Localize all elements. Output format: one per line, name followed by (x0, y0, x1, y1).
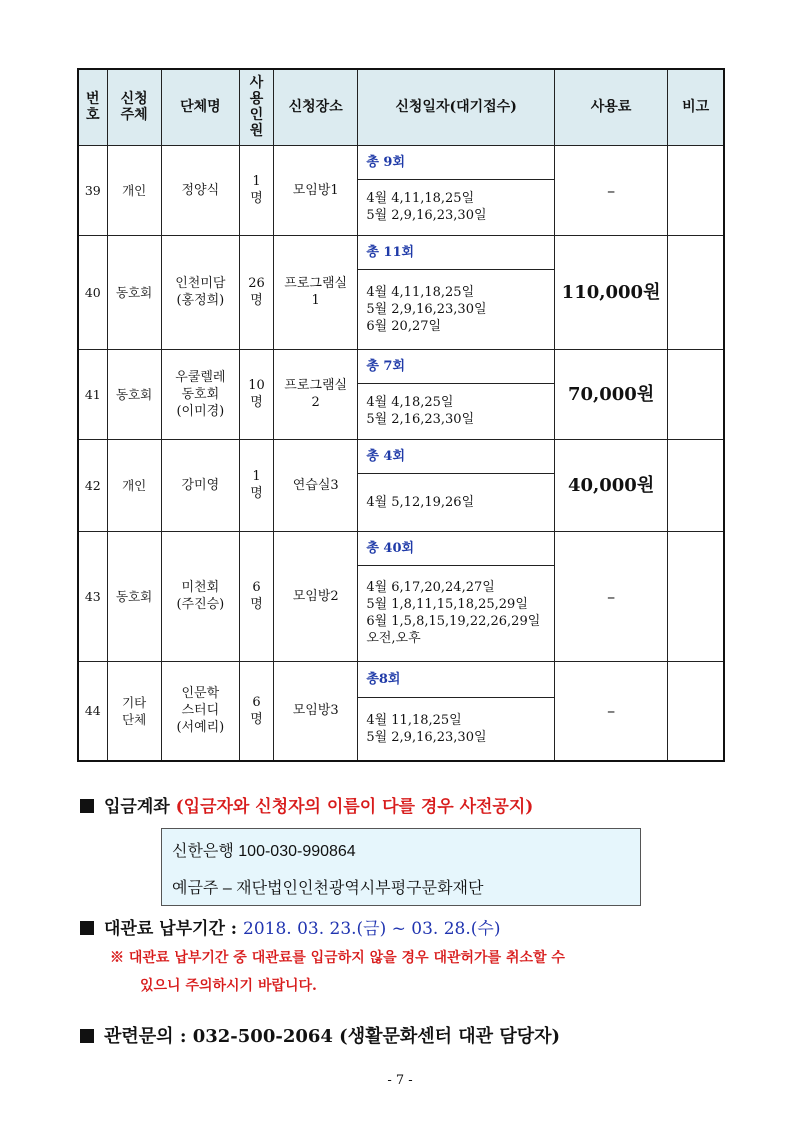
row-dates (358, 179, 555, 235)
row-group-name (161, 349, 239, 439)
row-dates (358, 697, 555, 761)
row-group-name (161, 661, 239, 761)
row-remarks (668, 531, 724, 661)
row-fee: 40,000원 (554, 439, 667, 531)
applicant-type-line: 동호회 (116, 386, 153, 402)
square-bullet-icon (80, 799, 94, 813)
deposit-heading: 입금계좌 (입금자와 신청자의 이름이 다를 경우 사전공지) (80, 792, 533, 817)
row-remarks (668, 235, 724, 349)
row-applicant-type (107, 531, 161, 661)
row-remarks (668, 145, 724, 235)
date-line: 5월 2,16,23,30일 (366, 412, 475, 427)
group-name-line: 인문학 (181, 686, 220, 702)
date-line: 4월 5,12,19,26일 (366, 494, 475, 510)
date-line: 5월 2,9,16,23,30일 (366, 208, 487, 223)
row-group-name (161, 439, 239, 531)
users-line: 6 (252, 580, 261, 595)
date-line: 4월 4,11,18,25일 (366, 284, 475, 300)
table-row (78, 661, 724, 697)
bank-account: 신한은행 100-030-990864 (172, 843, 356, 860)
place-line: 1 (311, 293, 320, 308)
header-group-name: 단체명 (161, 69, 239, 145)
group-name-line: (이미경) (176, 403, 225, 419)
row-fee: 70,000원 (554, 349, 667, 439)
header-place: 신청장소 (274, 69, 358, 145)
row-place (274, 235, 358, 349)
group-name-line: (홍정희) (176, 293, 225, 308)
place-line: 모임방3 (292, 703, 339, 719)
row-count: 총 11회 (358, 235, 555, 269)
applicant-type-line: 단체 (122, 711, 147, 727)
page-number: - 7 - (387, 1073, 413, 1088)
row-remarks (668, 661, 724, 761)
applicant-type-line: 기타 (122, 694, 147, 710)
header-dates: 신청일자(대기접수) (358, 69, 555, 145)
date-line: 오전,오후 (366, 631, 421, 646)
row-dates (358, 565, 555, 661)
row-no: 43 (78, 531, 107, 661)
row-users (239, 439, 273, 531)
applicant-type-line: 개인 (122, 477, 147, 493)
date-line: 6월 1,5,8,15,19,22,26,29일 (366, 614, 541, 629)
users-line: 6 (252, 694, 261, 710)
row-applicant-type (107, 349, 161, 439)
header-no: 번 호 (78, 69, 107, 145)
table-row (78, 439, 724, 473)
row-no: 42 (78, 439, 107, 531)
place-line: 프로그램실 (284, 378, 348, 393)
row-users (239, 235, 273, 349)
place-line: 2 (311, 395, 320, 410)
group-name-line: (주진승) (176, 597, 225, 612)
row-fee: 110,000원 (554, 235, 667, 349)
date-line: 4월 11,18,25일 (366, 712, 462, 728)
header-applicant-type: 신청 주체 (107, 69, 161, 145)
row-no: 41 (78, 349, 107, 439)
date-line: 5월 2,9,16,23,30일 (366, 729, 487, 745)
row-no: 39 (78, 145, 107, 235)
row-count: 총8회 (358, 661, 555, 697)
group-name-line: 인천미담 (175, 276, 226, 291)
users-line: 명 (250, 191, 263, 206)
row-group-name (161, 145, 239, 235)
group-name-line: 스터디 (181, 703, 220, 719)
users-line: 1 (252, 469, 261, 484)
row-place (274, 531, 358, 661)
row-group-name (161, 531, 239, 661)
row-applicant-type (107, 145, 161, 235)
table-row (78, 235, 724, 269)
date-line: 4월 4,11,18,25일 (366, 191, 475, 206)
row-users (239, 531, 273, 661)
row-applicant-type (107, 439, 161, 531)
row-count: 총 4회 (358, 439, 555, 473)
row-dates (358, 383, 555, 439)
row-count: 총 9회 (358, 145, 555, 179)
square-bullet-icon (80, 1029, 94, 1043)
table-row (78, 531, 724, 565)
users-line: 26 (248, 276, 265, 291)
group-name-line: 정양식 (181, 182, 220, 198)
row-applicant-type (107, 235, 161, 349)
payment-warning-line2: 있으니 주의하시기 바랍니다. (140, 978, 317, 994)
rental-schedule-table (77, 68, 725, 762)
deposit-notice: (입금자와 신청자의 이름이 다를 경우 사전공지) (175, 797, 534, 817)
users-line: 명 (250, 486, 263, 501)
date-line: 6월 20,27일 (366, 318, 442, 334)
row-dates (358, 269, 555, 349)
table-row (78, 145, 724, 179)
place-line: 프로그램실 (284, 276, 348, 291)
square-bullet-icon (80, 921, 94, 935)
date-line: 5월 1,8,11,15,18,25,29일 (366, 597, 528, 612)
row-fee: – (554, 661, 667, 761)
row-place (274, 145, 358, 235)
users-line: 명 (250, 711, 263, 727)
row-applicant-type (107, 661, 161, 761)
row-remarks (668, 349, 724, 439)
users-line: 명 (250, 395, 263, 410)
users-line: 명 (250, 293, 263, 308)
group-name-line: 우쿨렐레 (175, 369, 226, 385)
users-line: 10 (248, 378, 265, 393)
group-name-line: 미천회 (181, 580, 220, 595)
applicant-type-line: 동호회 (116, 588, 153, 604)
header-users: 사 용 인 원 (239, 69, 273, 145)
row-users (239, 661, 273, 761)
row-no: 44 (78, 661, 107, 761)
place-line: 모임방2 (292, 588, 339, 604)
row-users (239, 349, 273, 439)
row-users (239, 145, 273, 235)
row-remarks (668, 439, 724, 531)
group-name-line: (서예리) (176, 720, 225, 736)
place-line: 모임방1 (292, 182, 339, 198)
header-fee: 사용료 (554, 69, 667, 145)
table-header-row (78, 69, 724, 145)
payment-period: 2018. 03. 23.(금) ~ 03. 28.(수) (243, 919, 501, 939)
date-line: 4월 4,18,25일 (366, 395, 454, 410)
row-place (274, 661, 358, 761)
payment-heading: 대관료 납부기간 : 2018. 03. 23.(금) ~ 03. 28.(수) (80, 914, 500, 939)
row-count: 총 40회 (358, 531, 555, 565)
row-no: 40 (78, 235, 107, 349)
row-place (274, 439, 358, 531)
row-fee: – (554, 145, 667, 235)
group-name-line: 강미영 (181, 477, 220, 493)
contact-line: 관련문의 : 032-500-2064 (생활문화센터 대관 담당자) (80, 1022, 560, 1048)
row-fee: – (554, 531, 667, 661)
payment-warning-line1: ※ 대관료 납부기간 중 대관료를 입금하지 않을 경우 대관허가를 취소할 수 (110, 950, 565, 966)
row-dates (358, 473, 555, 531)
users-line: 명 (250, 597, 263, 612)
row-place (274, 349, 358, 439)
row-group-name (161, 235, 239, 349)
place-line: 연습실3 (292, 477, 339, 493)
date-line: 4월 6,17,20,24,27일 (366, 580, 495, 595)
header-remarks: 비고 (668, 69, 724, 145)
account-box (161, 828, 641, 906)
table-row (78, 349, 724, 383)
row-count: 총 7회 (358, 349, 555, 383)
applicant-type-line: 동호회 (116, 284, 153, 300)
applicant-type-line: 개인 (122, 182, 147, 198)
users-line: 1 (252, 174, 261, 189)
account-holder: 예금주 – 재단법인인천광역시부평구문화재단 (172, 880, 484, 897)
group-name-line: 동호회 (181, 386, 220, 402)
date-line: 5월 2,9,16,23,30일 (366, 301, 487, 317)
